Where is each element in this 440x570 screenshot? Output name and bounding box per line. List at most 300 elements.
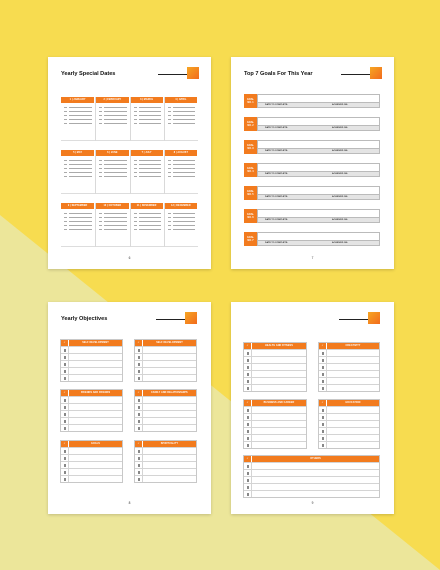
entry-date-line	[134, 176, 137, 177]
row-checkbox[interactable]	[244, 421, 252, 427]
page-yearly-objectives	[48, 302, 211, 514]
entry-line[interactable]	[64, 217, 92, 218]
entry-line[interactable]	[134, 221, 161, 222]
entry-date-line	[99, 221, 102, 222]
checkbox-square	[138, 457, 140, 459]
entry-date-line	[168, 115, 171, 116]
row-checkbox[interactable]	[61, 469, 69, 475]
entry-line[interactable]	[64, 225, 92, 226]
row-text-field[interactable]	[252, 385, 306, 391]
row-checkbox[interactable]	[319, 442, 327, 448]
table-row	[135, 461, 196, 468]
table-row	[244, 476, 379, 483]
row-checkbox[interactable]	[135, 469, 143, 475]
entry-line[interactable]	[134, 115, 161, 116]
table-title: OTHERS	[252, 456, 379, 462]
row-checkbox[interactable]	[319, 428, 327, 434]
entry-line[interactable]	[134, 229, 161, 230]
row-checkbox[interactable]	[244, 477, 252, 483]
entry-line[interactable]	[168, 164, 195, 165]
entry-text-line	[139, 221, 161, 222]
checkbox-square	[247, 479, 249, 481]
row-checkbox[interactable]	[244, 364, 252, 370]
entry-text-line	[69, 213, 92, 214]
entry-text-line	[173, 115, 195, 116]
row-text-field[interactable]	[69, 404, 122, 410]
row-text-field[interactable]	[143, 425, 196, 431]
entry-line[interactable]	[64, 164, 92, 165]
entry-line[interactable]	[134, 168, 161, 169]
entry-text-line	[69, 119, 92, 120]
goal-dates-bar	[258, 194, 379, 199]
table-title: FAMILY AND RELATIONSHIPS	[143, 390, 196, 396]
row-text-field[interactable]	[143, 469, 196, 475]
entry-date-line	[99, 107, 102, 108]
row-checkbox[interactable]	[319, 371, 327, 377]
achieved-on-label: ACHIEVED ON:	[332, 173, 348, 176]
table-row	[61, 468, 122, 475]
entry-line[interactable]	[168, 176, 195, 177]
row-text-field[interactable]	[327, 378, 379, 384]
row-text-field[interactable]	[69, 411, 122, 417]
table-row	[135, 410, 196, 417]
entry-date-line	[64, 119, 67, 120]
row-text-field[interactable]	[69, 469, 122, 475]
row-checkbox[interactable]	[135, 462, 143, 468]
entry-date-line	[64, 123, 67, 124]
entry-date-line	[99, 160, 102, 161]
table-header	[61, 441, 122, 447]
row-checkbox[interactable]	[61, 462, 69, 468]
row-checkbox[interactable]	[244, 463, 252, 469]
entry-line[interactable]	[134, 172, 161, 173]
checkbox-square	[138, 478, 140, 480]
month-entries	[61, 103, 95, 141]
entry-date-line	[99, 119, 102, 120]
check-column-header: ✓	[135, 441, 143, 447]
goal-dates-bar	[258, 102, 379, 107]
goal-item	[244, 209, 380, 223]
row-checkbox[interactable]	[61, 375, 69, 381]
row-checkbox[interactable]	[61, 476, 69, 482]
checkbox-square	[64, 420, 66, 422]
table-row	[319, 363, 379, 370]
entry-line[interactable]	[99, 225, 126, 226]
goal-text-field[interactable]	[257, 140, 380, 154]
row-text-field[interactable]	[143, 368, 196, 374]
entry-text-line	[104, 176, 126, 177]
entry-line[interactable]	[134, 164, 161, 165]
row-checkbox[interactable]	[135, 455, 143, 461]
row-checkbox[interactable]	[319, 414, 327, 420]
goal-tag-number: NO. 1	[247, 101, 254, 104]
entry-line[interactable]	[64, 107, 92, 108]
row-checkbox[interactable]	[244, 428, 252, 434]
month-entries	[131, 209, 164, 247]
entry-line[interactable]	[99, 119, 126, 120]
row-text-field[interactable]	[69, 354, 122, 360]
entry-line[interactable]	[134, 213, 161, 214]
month-entries	[96, 156, 129, 194]
entry-line[interactable]	[168, 111, 195, 112]
row-checkbox[interactable]	[244, 378, 252, 384]
row-checkbox[interactable]	[61, 404, 69, 410]
entry-line[interactable]	[64, 160, 92, 161]
entry-text-line	[139, 111, 161, 112]
row-checkbox[interactable]	[61, 347, 69, 353]
table-header	[244, 456, 379, 462]
entry-line[interactable]	[99, 229, 126, 230]
row-text-field[interactable]	[143, 418, 196, 424]
entry-line[interactable]	[168, 115, 195, 116]
row-checkbox[interactable]	[61, 448, 69, 454]
row-checkbox[interactable]	[135, 425, 143, 431]
entry-line[interactable]	[64, 119, 92, 120]
entry-text-line	[104, 229, 126, 230]
entry-line[interactable]	[99, 164, 126, 165]
entry-text-line	[69, 229, 92, 230]
goal-text-field[interactable]	[257, 232, 380, 246]
entry-line[interactable]	[134, 123, 161, 124]
row-text-field[interactable]	[252, 463, 379, 469]
entry-text-line	[69, 176, 92, 177]
row-text-field[interactable]	[143, 375, 196, 381]
entry-line[interactable]	[168, 119, 195, 120]
row-checkbox[interactable]	[244, 357, 252, 363]
row-text-field[interactable]	[143, 404, 196, 410]
row-text-field[interactable]	[69, 397, 122, 403]
checkbox-square	[138, 349, 140, 351]
row-checkbox[interactable]	[61, 418, 69, 424]
row-text-field[interactable]	[143, 397, 196, 403]
entry-line[interactable]	[168, 225, 195, 226]
row-text-field[interactable]	[69, 476, 122, 482]
table-row	[61, 403, 122, 410]
row-checkbox[interactable]	[135, 347, 143, 353]
entry-line[interactable]	[99, 111, 126, 112]
month-header: 6 | JUNE	[96, 150, 129, 156]
row-text-field[interactable]	[327, 385, 379, 391]
goal-tag-label: GOAL	[247, 213, 254, 216]
row-checkbox[interactable]	[135, 411, 143, 417]
entry-line[interactable]	[99, 176, 126, 177]
entry-line[interactable]	[99, 160, 126, 161]
checklist-table	[243, 455, 380, 498]
entry-date-line	[99, 225, 102, 226]
entry-line[interactable]	[64, 176, 92, 177]
row-text-field[interactable]	[69, 425, 122, 431]
date-to-complete-label: DATE TO COMPLETE:	[265, 127, 288, 130]
row-checkbox[interactable]	[244, 484, 252, 490]
row-text-field[interactable]	[69, 375, 122, 381]
row-checkbox[interactable]	[61, 397, 69, 403]
table-row	[244, 441, 306, 448]
row-text-field[interactable]	[252, 350, 306, 356]
entry-line[interactable]	[134, 176, 161, 177]
row-checkbox[interactable]	[61, 354, 69, 360]
row-text-field[interactable]	[327, 350, 379, 356]
row-checkbox[interactable]	[319, 357, 327, 363]
goal-tag-label: GOAL	[247, 121, 254, 124]
goal-tag-label: GOAL	[247, 190, 254, 193]
row-text-field[interactable]	[143, 455, 196, 461]
checkbox-square	[247, 373, 249, 375]
entry-line[interactable]	[99, 115, 126, 116]
checklist-table	[60, 339, 123, 382]
row-checkbox[interactable]	[319, 364, 327, 370]
month-entries	[165, 209, 198, 247]
entry-date-line	[168, 119, 171, 120]
entry-text-line	[104, 164, 126, 165]
row-text-field[interactable]	[327, 414, 379, 420]
row-checkbox[interactable]	[61, 425, 69, 431]
entry-date-line	[64, 115, 67, 116]
row-checkbox[interactable]	[319, 350, 327, 356]
row-checkbox[interactable]	[135, 418, 143, 424]
table-row	[61, 461, 122, 468]
table-row	[319, 406, 379, 413]
goal-number-tag	[244, 232, 257, 246]
row-text-field[interactable]	[327, 364, 379, 370]
table-title: HEALTH AND FITNESS	[252, 343, 306, 349]
row-checkbox[interactable]	[244, 350, 252, 356]
table-row	[135, 417, 196, 424]
entry-text-line	[139, 172, 161, 173]
row-checkbox[interactable]	[244, 470, 252, 476]
entry-text-line	[173, 213, 195, 214]
goal-tag-label: GOAL	[247, 167, 254, 170]
row-text-field[interactable]	[327, 407, 379, 413]
goal-text-field[interactable]	[257, 94, 380, 108]
row-checkbox[interactable]	[319, 435, 327, 441]
entry-text-line	[173, 168, 195, 169]
month-entries	[96, 209, 129, 247]
entry-line[interactable]	[99, 217, 126, 218]
page-title: Top 7 Goals For This Year	[244, 71, 313, 77]
entry-line[interactable]	[134, 160, 161, 161]
entry-line[interactable]	[168, 123, 195, 124]
entry-date-line	[64, 225, 67, 226]
row-text-field[interactable]	[252, 421, 306, 427]
entry-date-line	[168, 225, 171, 226]
table-row	[319, 370, 379, 377]
row-checkbox[interactable]	[319, 385, 327, 391]
row-text-field[interactable]	[327, 428, 379, 434]
row-checkbox[interactable]	[244, 442, 252, 448]
row-checkbox[interactable]	[135, 476, 143, 482]
row-text-field[interactable]	[69, 347, 122, 353]
checkbox-square	[247, 472, 249, 474]
row-text-field[interactable]	[252, 428, 306, 434]
row-text-field[interactable]	[327, 357, 379, 363]
row-checkbox[interactable]	[319, 378, 327, 384]
row-text-field[interactable]	[69, 418, 122, 424]
table-row	[319, 356, 379, 363]
row-text-field[interactable]	[252, 470, 379, 476]
goal-number-tag	[244, 140, 257, 154]
row-checkbox[interactable]	[135, 361, 143, 367]
row-text-field[interactable]	[69, 455, 122, 461]
entry-line[interactable]	[99, 168, 126, 169]
goal-dates-bar	[258, 125, 379, 130]
entry-line[interactable]	[99, 172, 126, 173]
goal-text-field[interactable]	[257, 163, 380, 177]
row-checkbox[interactable]	[244, 407, 252, 413]
row-text-field[interactable]	[252, 371, 306, 377]
goal-item	[244, 117, 380, 131]
check-column-header: ✓	[61, 390, 69, 396]
entry-line[interactable]	[99, 107, 126, 108]
table-title: EDUCATION	[327, 400, 379, 406]
row-text-field[interactable]	[252, 414, 306, 420]
row-checkbox[interactable]	[244, 414, 252, 420]
row-text-field[interactable]	[143, 361, 196, 367]
entry-line[interactable]	[168, 229, 195, 230]
row-checkbox[interactable]	[244, 385, 252, 391]
checkbox-square	[247, 366, 249, 368]
table-row	[244, 413, 306, 420]
row-text-field[interactable]	[252, 435, 306, 441]
month-entries	[61, 156, 95, 194]
entry-line[interactable]	[134, 217, 161, 218]
entry-line[interactable]	[64, 213, 92, 214]
month-block	[130, 97, 164, 141]
entry-line[interactable]	[134, 111, 161, 112]
entry-date-line	[134, 107, 137, 108]
row-text-field[interactable]	[69, 448, 122, 454]
row-text-field[interactable]	[143, 347, 196, 353]
row-text-field[interactable]	[143, 354, 196, 360]
checklist-table	[243, 342, 307, 392]
row-text-field[interactable]	[252, 477, 379, 483]
row-text-field[interactable]	[252, 491, 379, 497]
row-checkbox[interactable]	[61, 411, 69, 417]
entry-text-line	[69, 221, 92, 222]
entry-text-line	[104, 172, 126, 173]
entry-line[interactable]	[64, 229, 92, 230]
row-text-field[interactable]	[252, 357, 306, 363]
entry-text-line	[69, 111, 92, 112]
row-text-field[interactable]	[252, 484, 379, 490]
row-checkbox[interactable]	[61, 368, 69, 374]
row-checkbox[interactable]	[244, 491, 252, 497]
goal-text-field[interactable]	[257, 117, 380, 131]
row-text-field[interactable]	[143, 462, 196, 468]
checkbox-square	[138, 413, 140, 415]
goal-number-tag	[244, 163, 257, 177]
row-text-field[interactable]	[327, 435, 379, 441]
entry-text-line	[104, 119, 126, 120]
row-text-field[interactable]	[252, 364, 306, 370]
row-checkbox[interactable]	[135, 397, 143, 403]
row-text-field[interactable]	[327, 371, 379, 377]
entry-line[interactable]	[168, 107, 195, 108]
entry-line[interactable]	[168, 213, 195, 214]
entry-line[interactable]	[64, 115, 92, 116]
entry-text-line	[139, 115, 161, 116]
achieved-on-label: ACHIEVED ON:	[332, 150, 348, 153]
entry-date-line	[168, 229, 171, 230]
row-text-field[interactable]	[252, 407, 306, 413]
checkbox-square	[138, 399, 140, 401]
row-checkbox[interactable]	[319, 407, 327, 413]
page-top-goals	[231, 57, 394, 269]
row-text-field[interactable]	[327, 442, 379, 448]
row-checkbox[interactable]	[135, 375, 143, 381]
row-text-field[interactable]	[69, 462, 122, 468]
goal-text-field[interactable]	[257, 186, 380, 200]
row-text-field[interactable]	[143, 476, 196, 482]
row-checkbox[interactable]	[135, 354, 143, 360]
checkbox-square	[247, 352, 249, 354]
entry-line[interactable]	[99, 123, 126, 124]
goal-text-field[interactable]	[257, 209, 380, 223]
goal-number-tag	[244, 209, 257, 223]
table-row	[244, 363, 306, 370]
row-text-field[interactable]	[143, 411, 196, 417]
entry-line[interactable]	[64, 168, 92, 169]
row-text-field[interactable]	[252, 442, 306, 448]
row-checkbox[interactable]	[135, 404, 143, 410]
checklist-table	[318, 342, 380, 392]
row-text-field[interactable]	[69, 368, 122, 374]
row-text-field[interactable]	[69, 361, 122, 367]
entry-date-line	[134, 225, 137, 226]
entry-line[interactable]	[64, 221, 92, 222]
entry-date-line	[168, 217, 171, 218]
entry-line[interactable]	[134, 119, 161, 120]
row-checkbox[interactable]	[61, 361, 69, 367]
row-checkbox[interactable]	[135, 368, 143, 374]
entry-line[interactable]	[168, 168, 195, 169]
checkbox-square	[322, 366, 324, 368]
row-checkbox[interactable]	[244, 371, 252, 377]
entry-line[interactable]	[64, 123, 92, 124]
checkbox-square	[247, 423, 249, 425]
entry-date-line	[168, 164, 171, 165]
entry-line[interactable]	[99, 213, 126, 214]
row-checkbox[interactable]	[135, 448, 143, 454]
row-checkbox[interactable]	[61, 455, 69, 461]
checkbox-square	[64, 349, 66, 351]
entry-text-line	[104, 217, 126, 218]
row-checkbox[interactable]	[244, 435, 252, 441]
entry-line[interactable]	[168, 221, 195, 222]
entry-text-line	[139, 176, 161, 177]
entry-line[interactable]	[64, 111, 92, 112]
row-text-field[interactable]	[252, 378, 306, 384]
checkbox-square	[138, 427, 140, 429]
date-to-complete-label: DATE TO COMPLETE:	[265, 219, 288, 222]
entry-line[interactable]	[168, 217, 195, 218]
entry-text-line	[173, 119, 195, 120]
month-header: 2 | FEBRUARY	[96, 97, 129, 103]
entry-line[interactable]	[134, 107, 161, 108]
entry-line[interactable]	[168, 172, 195, 173]
entry-line[interactable]	[99, 221, 126, 222]
entry-line[interactable]	[64, 172, 92, 173]
entry-text-line	[173, 229, 195, 230]
row-text-field[interactable]	[143, 448, 196, 454]
entry-date-line	[134, 111, 137, 112]
row-checkbox[interactable]	[319, 421, 327, 427]
entry-line[interactable]	[134, 225, 161, 226]
month-entries	[131, 156, 164, 194]
checkbox-square	[322, 437, 324, 439]
entry-date-line	[99, 111, 102, 112]
row-text-field[interactable]	[327, 421, 379, 427]
entry-line[interactable]	[168, 160, 195, 161]
